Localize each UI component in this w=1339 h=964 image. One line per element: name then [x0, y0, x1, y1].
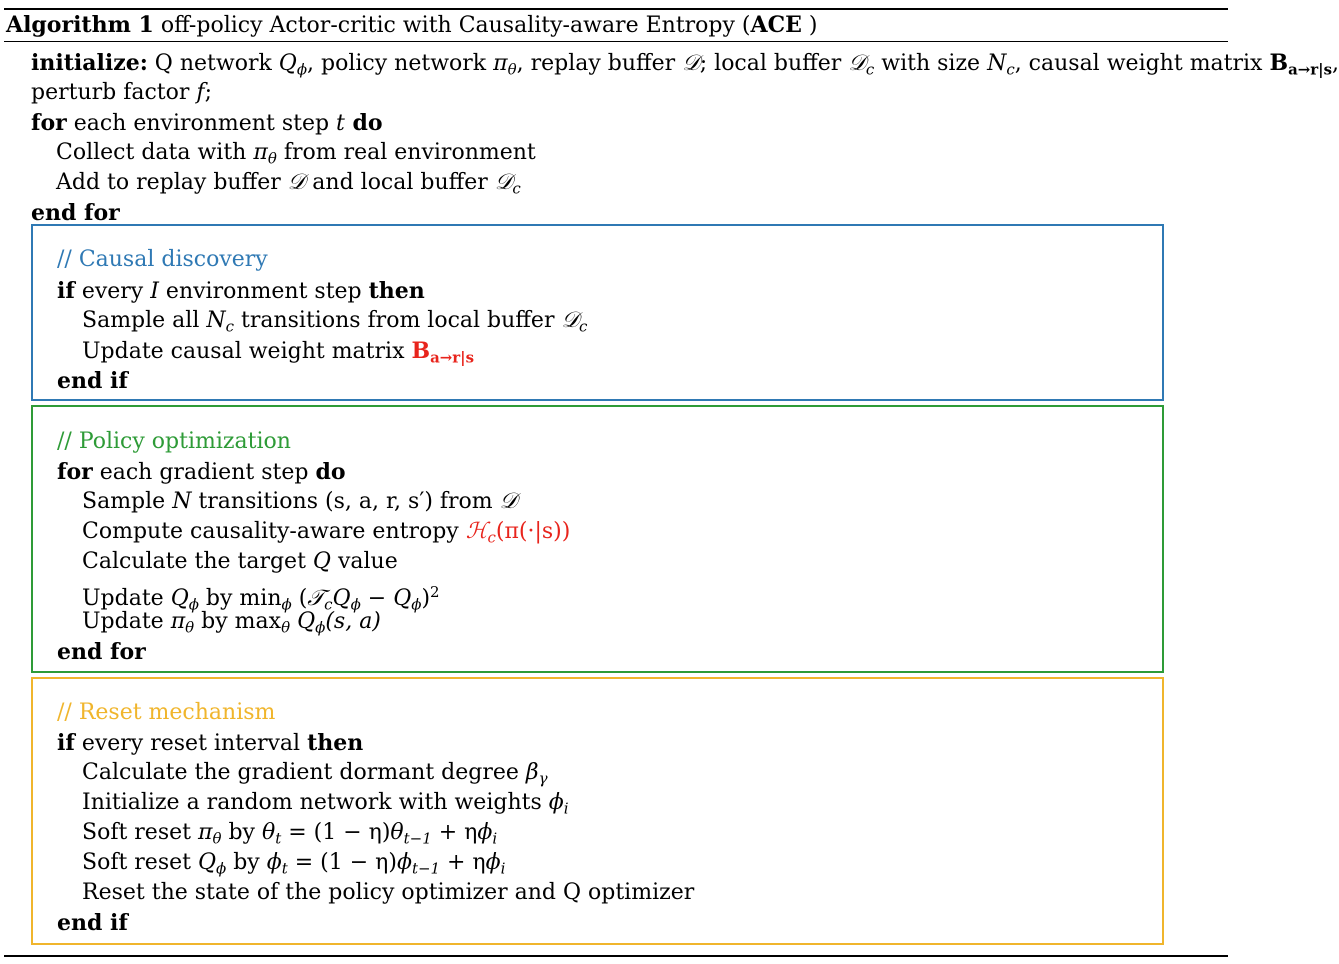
reset-comment-text: // Reset mechanism — [57, 700, 276, 725]
entropy-subscript: c — [487, 528, 496, 547]
q-symbol: Q — [312, 549, 331, 574]
policy-end-for — [57, 637, 146, 667]
by-min-text: by min — [198, 586, 282, 612]
phi-symbol: ϕ — [477, 820, 493, 845]
target-text: Calculate the target — [82, 549, 313, 574]
init-net-text: Initialize a random network with weights — [82, 790, 549, 815]
plus-text: + η — [431, 820, 478, 845]
q-symbol: Q — [197, 850, 217, 875]
policy-update-q-step — [82, 577, 440, 614]
theta-symbol: θ — [390, 820, 404, 845]
q-symbol: Q — [297, 609, 316, 634]
dc-subscript: c — [512, 179, 521, 198]
phi-symbol: ϕ — [396, 850, 412, 875]
env-loop-header — [31, 108, 383, 138]
init-text-2: , policy network — [307, 51, 494, 76]
collect-data-step — [56, 138, 536, 168]
b-subscript-highlight: a→r|s — [430, 348, 475, 367]
T-subscript: c — [324, 595, 333, 614]
eq-text: = (1 − η) — [287, 850, 397, 875]
do-keyword: do — [315, 459, 346, 485]
sample-text: Sample — [82, 489, 173, 514]
policy-sample-step — [82, 487, 517, 517]
collect-text-2: from real environment — [276, 140, 536, 165]
q-subscript: ϕ — [315, 618, 326, 637]
causal-update-step — [82, 336, 474, 366]
phi-subscript: i — [500, 859, 506, 878]
sample-text: Sample all — [82, 308, 207, 333]
q-subscript: ϕ — [411, 595, 422, 614]
beta-symbol: β — [525, 760, 539, 785]
q-symbol: Q — [170, 586, 189, 612]
eq-text: = (1 − η) — [281, 820, 391, 845]
policy-comment — [57, 427, 291, 457]
square-superscript: 2 — [430, 583, 440, 601]
then-keyword: then — [307, 730, 364, 756]
pi-symbol: π — [253, 140, 268, 165]
q-subscript: ϕ — [296, 60, 308, 79]
reset-comment — [57, 698, 275, 728]
update-text: Update causal weight matrix — [82, 339, 412, 364]
n-symbol: N — [987, 51, 1007, 76]
minus-text: − — [360, 586, 394, 612]
d-symbol: 𝒟 — [682, 51, 700, 76]
q-subscript: ϕ — [216, 859, 227, 878]
n-subscript: c — [1006, 60, 1015, 79]
dc-symbol: 𝒟 — [848, 51, 866, 76]
T-symbol: 𝒯 — [307, 586, 325, 612]
add-text: Add to replay buffer — [56, 170, 288, 195]
d-symbol: 𝒟 — [499, 489, 518, 514]
tm1-subscript: t−1 — [403, 829, 432, 848]
reset-soft-q-step — [82, 848, 505, 878]
soft-reset-text: Soft reset — [82, 850, 198, 875]
q-symbol: Q — [332, 586, 351, 612]
init-text-7: , — [1332, 51, 1339, 76]
collect-text: Collect data with — [56, 140, 254, 165]
causal-if-text: every — [74, 279, 151, 304]
min-subscript: ϕ — [281, 595, 292, 614]
init-text-5: with size — [874, 51, 988, 76]
q-symbol: Q — [393, 586, 412, 612]
init-line-1 — [31, 48, 1339, 78]
policy-comment-text: // Policy optimization — [57, 429, 291, 454]
phi-symbol: ϕ — [266, 850, 282, 875]
end-for-keyword: end for — [57, 639, 146, 665]
n-symbol: N — [206, 308, 226, 333]
pi-subscript: θ — [267, 149, 277, 168]
q-symbol: Q — [278, 51, 297, 76]
tm1-subscript: t−1 — [411, 859, 440, 878]
by-text: by — [221, 820, 262, 845]
update-q-text: Update — [82, 586, 171, 612]
policy-update-pi-step — [82, 607, 381, 637]
algorithm-label: Algorithm 1 — [6, 12, 154, 38]
pi-subscript: θ — [185, 618, 195, 637]
t-subscript: t — [281, 859, 288, 878]
causal-comment-text: // Causal discovery — [57, 247, 268, 272]
N-symbol: N — [172, 489, 192, 514]
pi-subscript: θ — [507, 60, 517, 79]
reset-init-step — [82, 788, 569, 818]
paren-open: ( — [291, 586, 308, 612]
policy-target-step — [82, 547, 398, 577]
q-subscript: ϕ — [188, 595, 199, 614]
end-if-keyword: end if — [57, 368, 128, 394]
dc-symbol: 𝒟 — [561, 308, 580, 333]
do-keyword: do — [344, 110, 383, 136]
phi-symbol: ϕ — [485, 850, 501, 875]
target-text-2: value — [330, 549, 398, 574]
algorithm-title-close: ) — [801, 13, 818, 38]
by-max-text: by max — [194, 609, 282, 634]
end-for-keyword: end for — [31, 200, 120, 226]
beta-subscript: γ — [538, 769, 548, 788]
reset-soft-pi-step — [82, 818, 497, 848]
b-subscript: a→r|s — [1288, 60, 1333, 79]
phi-subscript: i — [492, 829, 498, 848]
max-subscript: θ — [281, 618, 291, 637]
init-text-3: , replay buffer — [516, 51, 683, 76]
init-keyword: initialize: — [31, 50, 148, 76]
transition-tuple: (s, a, r, s′) — [324, 489, 433, 514]
reset-if — [57, 728, 363, 758]
pi-symbol: π — [170, 609, 186, 634]
causal-end-if — [57, 366, 128, 396]
by-text: by — [226, 850, 267, 875]
phi-symbol: ϕ — [548, 790, 564, 815]
for-keyword: for — [57, 459, 93, 485]
init-line-2 — [31, 78, 212, 108]
sample-text-2: transitions from local buffer — [234, 308, 562, 333]
paren-close: ) — [421, 586, 431, 612]
if-keyword: if — [57, 278, 75, 304]
init-text-4: ; local buffer — [699, 51, 849, 76]
for-keyword: for — [31, 110, 67, 136]
causal-if — [57, 276, 425, 306]
title-rule — [4, 41, 1228, 42]
perturb-text: perturb factor — [31, 80, 197, 105]
reset-optimizer-text: Reset the state of the policy optimizer and Q optimizer — [82, 880, 695, 905]
q-subscript: ϕ — [350, 595, 361, 614]
f-symbol: f — [196, 80, 205, 105]
phi-subscript: i — [563, 799, 569, 818]
reset-dormant-step — [82, 758, 548, 788]
entropy-symbol: ℋ — [465, 519, 488, 544]
init-text-1: Q network — [147, 51, 279, 76]
dc-subscript: c — [579, 317, 588, 336]
causal-sample-step — [82, 306, 587, 336]
I-symbol: I — [150, 279, 159, 304]
update-pi-text: Update — [82, 609, 171, 634]
reset-end-if — [57, 908, 128, 938]
reset-optimizer-step — [82, 878, 694, 908]
causal-comment — [57, 245, 268, 275]
algorithm-title-text: off-policy Actor-critic with Causality-aware Entropy ( — [160, 13, 751, 38]
sample-text-3: from — [432, 489, 500, 514]
dc-symbol: 𝒟 — [494, 170, 513, 195]
perturb-semicolon: ; — [204, 80, 212, 105]
soft-reset-text: Soft reset — [82, 820, 198, 845]
entropy-argument: (π(·|s)) — [495, 519, 571, 544]
init-text-6: , causal weight matrix — [1014, 51, 1270, 76]
policy-for-text: each gradient step — [92, 460, 316, 485]
dormant-text: Calculate the gradient dormant degree — [82, 760, 526, 785]
if-keyword: if — [57, 730, 75, 756]
top-rule — [4, 8, 1228, 10]
pi-symbol: π — [493, 51, 508, 76]
reset-if-text: every reset interval — [74, 731, 308, 756]
policy-for — [57, 457, 346, 487]
bottom-rule — [4, 955, 1228, 957]
add-buffer-step — [56, 168, 521, 198]
q-argument: (s, a) — [325, 609, 381, 634]
t-symbol: t — [336, 111, 345, 136]
for-text: each environment step — [66, 111, 337, 136]
algorithm-title — [6, 11, 817, 39]
add-text-2: and local buffer — [305, 170, 495, 195]
then-keyword: then — [368, 278, 425, 304]
policy-entropy-step — [82, 517, 570, 547]
causal-if-text-2: environment step — [158, 279, 369, 304]
b-symbol-highlight: B — [411, 338, 431, 364]
end-if-keyword: end if — [57, 910, 128, 936]
plus-text: + η — [440, 850, 486, 875]
d-symbol: 𝒟 — [287, 170, 306, 195]
dc-subscript: c — [865, 60, 875, 79]
algorithm-abbr: ACE — [750, 12, 802, 38]
theta-symbol: θ — [261, 820, 276, 845]
t-subscript: t — [275, 829, 282, 848]
entropy-text: Compute causality-aware entropy — [82, 519, 466, 544]
pi-subscript: θ — [212, 829, 222, 848]
sample-text-2: transitions — [191, 489, 325, 514]
pi-symbol: π — [197, 820, 213, 845]
n-subscript: c — [225, 317, 234, 336]
b-symbol: B — [1269, 50, 1289, 76]
